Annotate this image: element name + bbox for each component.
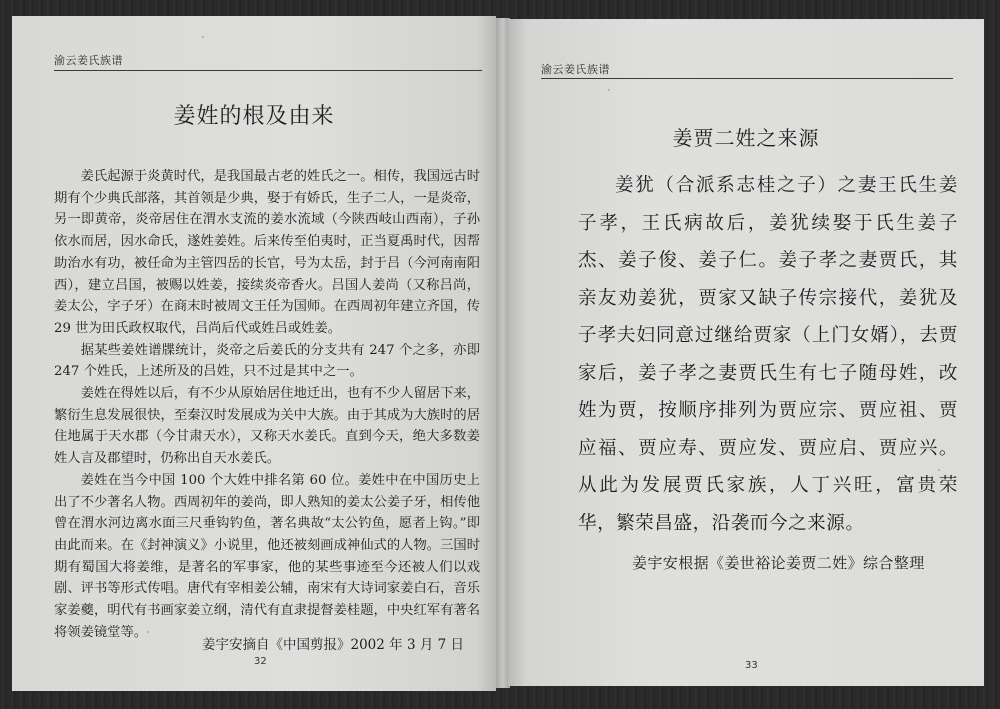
header-rule: [54, 70, 482, 71]
paragraph: 姜姓在当今中国 100 个大姓中排名第 60 位。姜姓中在中国历史上出了不少著名人物。西周初年的姜尚，即人熟知的姜太公姜子牙，相传他曾在渭水河边离水面三尺垂钩钓鱼，著名典故“太公钓鱼，愿者上钩。”即由此而来。在《封神演义》小说里，他还被刻画成神仙式的人物。三国时期有蜀国大将姜维，是著名的军事家，他的某些事迹至今还被人们以戏剧、评书等形式传唱。唐代有宰相姜公辅，南宋有大诗词家姜白石，音乐家姜夔，明代有书画家姜立纲，清代有直隶提督姜桂题，中央红军有著名将领姜镜堂等。: [54, 472, 480, 640]
right-page: [508, 19, 984, 686]
paragraph: 姜氏起源于炎黄时代，是我国最古老的姓氏之一。相传，我国远古时期有个少典氏部落，其首领是少典，娶于有娇氏，生子二人，一是炎帝，另一即黄帝，炎帝居住在渭水支流的姜水流域（今陕西岐山西南），子孙依水而居，因水命氏，遂姓姜姓。后来传至伯夷时，正当夏禹时代，因帮助治水有功，被任命为主管四岳的长官，号为太岳，封于吕（今河南南阳西），建立吕国，被赐以姓姜，接续炎帝香火。吕国人姜尚（又称吕尚，姜太公，字子牙）在商末时被周文王任为国师。在西周初年建立齐国，传 29 世为田氏政权取代，吕尚后代或姓吕或姓姜。: [54, 169, 480, 336]
article-body: [54, 166, 480, 643]
left-page: [12, 16, 496, 691]
attribution: 姜宇安根据《姜世裕论姜贾二姓》综合整理: [632, 554, 925, 572]
article-body: [578, 167, 958, 542]
paragraph: 姜犹（合派系志桂之子）之妻王氏生姜子孝，王氏病故后，姜犹续娶于氏生姜子杰、姜子俊、姜子仁。姜子孝之妻贾氏，其亲友劝姜犹，贾家又缺子传宗接代，姜犹及子孝夫妇同意过继给贾家（上门女婿），去贾家后，姜子孝之妻贾氏生有七子随母姓，改姓为贾，按顺序排列为贾应宗、贾应祖、贾应福、贾应寿、贾应发、贾应启、贾应兴。从此为发展贾氏家族，人丁兴旺，富贵荣华，繁荣昌盛，沿袭而今之来源。: [578, 175, 958, 534]
page-number: 32: [254, 656, 267, 667]
paper-speck: [608, 89, 610, 91]
header-rule: [541, 78, 953, 79]
page-number: 33: [745, 660, 758, 671]
paragraph: 据某些姜姓谱牒统计，炎帝之后姜氏的分支共有 247 个之多，亦即 247 个姓氏，上述所及的吕姓，只不过是其中之一。: [54, 342, 480, 380]
paper-speck: [938, 469, 940, 471]
page-title: 姜贾二姓之来源: [672, 126, 820, 150]
paper-speck: [202, 36, 204, 38]
paragraph: 姜姓在得姓以后，有不少从原始居住地迁出，也有不少人留居下来，繁衍生息发展很快，至秦汉时发展成为关中大族。由于其成为大族时的居住地属于天水郡（今甘肃天水），又称天水姜氏。直到今天，绝大多数姜姓人言及郡望时，仍称出自天水姜氏。: [54, 386, 480, 467]
attribution: 姜宇安摘自《中国剪报》2002 年 3 月 7 日: [202, 637, 464, 653]
page-title: 姜姓的根及由来: [173, 104, 335, 129]
running-head: 渝云姜氏族谱: [54, 54, 123, 67]
running-head: 渝云姜氏族谱: [541, 63, 610, 76]
paper-speck: [147, 631, 149, 633]
